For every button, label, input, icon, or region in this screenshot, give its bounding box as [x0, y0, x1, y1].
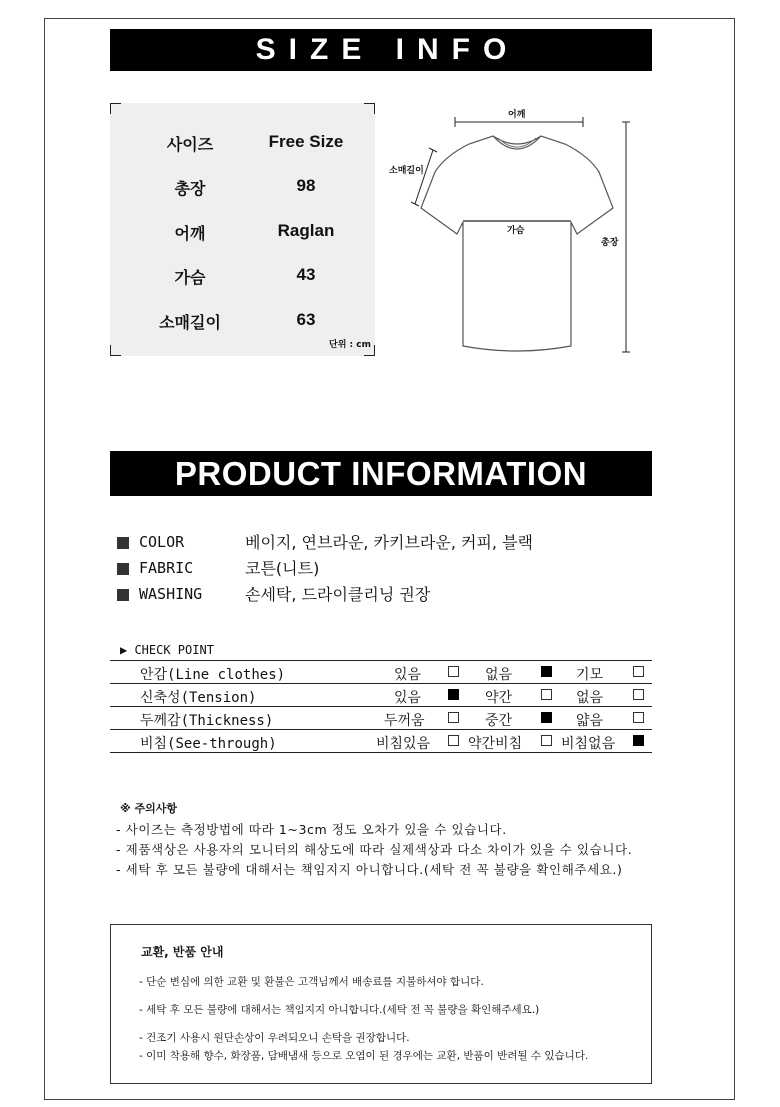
corner-mark [110, 103, 121, 114]
checkbox [448, 666, 459, 677]
info-label: FABRIC [139, 559, 194, 577]
shoulder-label: 어깨 [508, 110, 526, 120]
size-row [110, 171, 375, 201]
notice-line: - 제품색상은 사용자의 모니터의 해상도에 따라 실제색상과 다소 차이가 있을 수 있습니다. [116, 842, 633, 857]
return-title: 교환, 반품 안내 [141, 945, 224, 959]
size-row [110, 305, 375, 335]
size-key: 소매길이 [159, 313, 221, 332]
info-value: 손세탁, 드라이클리닝 권장 [245, 585, 431, 604]
check-option-label: 약간비침 [468, 736, 523, 752]
unit-label: 단위 : cm [329, 340, 371, 350]
info-label: WASHING [139, 585, 203, 603]
check-point-table [110, 660, 652, 753]
return-info-box [110, 924, 652, 1084]
size-key: 총장 [174, 179, 206, 198]
size-row [110, 260, 375, 290]
check-option-label: 두꺼움 [384, 713, 425, 729]
check-row-name: 안감(Line clothes) [140, 667, 286, 683]
size-row [110, 216, 375, 246]
check-option-label: 비침있음 [376, 736, 431, 752]
size-value: 98 [296, 176, 316, 195]
return-line: - 단순 변심에 의한 교환 및 환불은 고객님께서 배송료를 지불하셔야 합니다. [139, 976, 484, 988]
check-option-label: 없음 [485, 667, 513, 683]
check-option-label: 있음 [394, 690, 422, 706]
notice-line: - 사이즈는 측정방법에 따라 1~3cm 정도 오차가 있을 수 있습니다. [116, 822, 507, 837]
checkbox [541, 666, 552, 677]
check-option-label: 없음 [576, 690, 604, 706]
size-key: 가슴 [174, 268, 206, 287]
checkbox [633, 712, 644, 723]
check-row [110, 660, 652, 683]
notice-line: - 세탁 후 모든 불량에 대해서는 책임지지 아니합니다.(세탁 전 꼭 불량을 확인해주세요.) [116, 862, 623, 877]
check-row [110, 706, 652, 729]
check-option-label: 비침없음 [561, 736, 616, 752]
size-value: Raglan [277, 221, 335, 240]
size-value: Free Size [268, 132, 344, 151]
check-row-name: 두께감(Thickness) [140, 713, 274, 729]
corner-mark [110, 345, 121, 356]
check-option-label: 기모 [576, 667, 604, 683]
checkbox [633, 666, 644, 677]
checkbox [633, 689, 644, 700]
check-point-title: ▶ CHECK POINT [120, 643, 214, 657]
info-value: 코튼(니트) [245, 559, 320, 578]
size-table [110, 103, 375, 356]
size-value: 63 [296, 310, 316, 329]
checkbox [541, 689, 552, 700]
check-option-label: 있음 [394, 667, 422, 683]
checkbox [633, 735, 644, 746]
return-line: - 이미 착용해 향수, 화장품, 담배냄새 등으로 오염이 된 경우에는 교환, 반품이 반려될 수 있습니다. [139, 1050, 589, 1062]
checkbox [541, 712, 552, 723]
corner-mark [364, 103, 375, 114]
size-key: 어깨 [174, 224, 206, 243]
checkbox [448, 735, 459, 746]
check-option-label: 중간 [485, 713, 513, 729]
square-bullet-icon [117, 589, 129, 601]
product-info-banner: PRODUCT INFORMATION [110, 451, 652, 496]
info-value: 베이지, 연브라운, 카키브라운, 커피, 블랙 [245, 533, 533, 552]
check-row [110, 729, 652, 753]
square-bullet-icon [117, 537, 129, 549]
size-key: 사이즈 [166, 135, 214, 154]
chest-label: 가슴 [507, 226, 525, 236]
tshirt-diagram [385, 100, 645, 360]
return-line: - 세탁 후 모든 불량에 대해서는 책임지지 아니합니다.(세탁 전 꼭 불량을 확인해주세요.) [139, 1004, 540, 1016]
check-row [110, 683, 652, 706]
sleeve-label: 소매길이 [389, 166, 424, 176]
check-row-name: 신축성(Tension) [140, 690, 257, 706]
return-line: - 건조기 사용시 원단손상이 우려되오니 손탁을 권장합니다. [139, 1032, 410, 1044]
checkbox [541, 735, 552, 746]
length-label: 총장 [601, 238, 619, 248]
checkbox [448, 712, 459, 723]
size-info-banner: SIZE INFO [110, 29, 652, 71]
check-option-label: 얇음 [576, 713, 604, 729]
check-option-label: 약간 [485, 690, 513, 706]
checkbox [448, 689, 459, 700]
size-value: 43 [296, 265, 316, 284]
size-row [110, 127, 375, 157]
info-label: COLOR [139, 533, 185, 551]
notice-title: ※ 주의사항 [120, 802, 178, 815]
check-row-name: 비침(See-through) [140, 736, 277, 752]
square-bullet-icon [117, 563, 129, 575]
